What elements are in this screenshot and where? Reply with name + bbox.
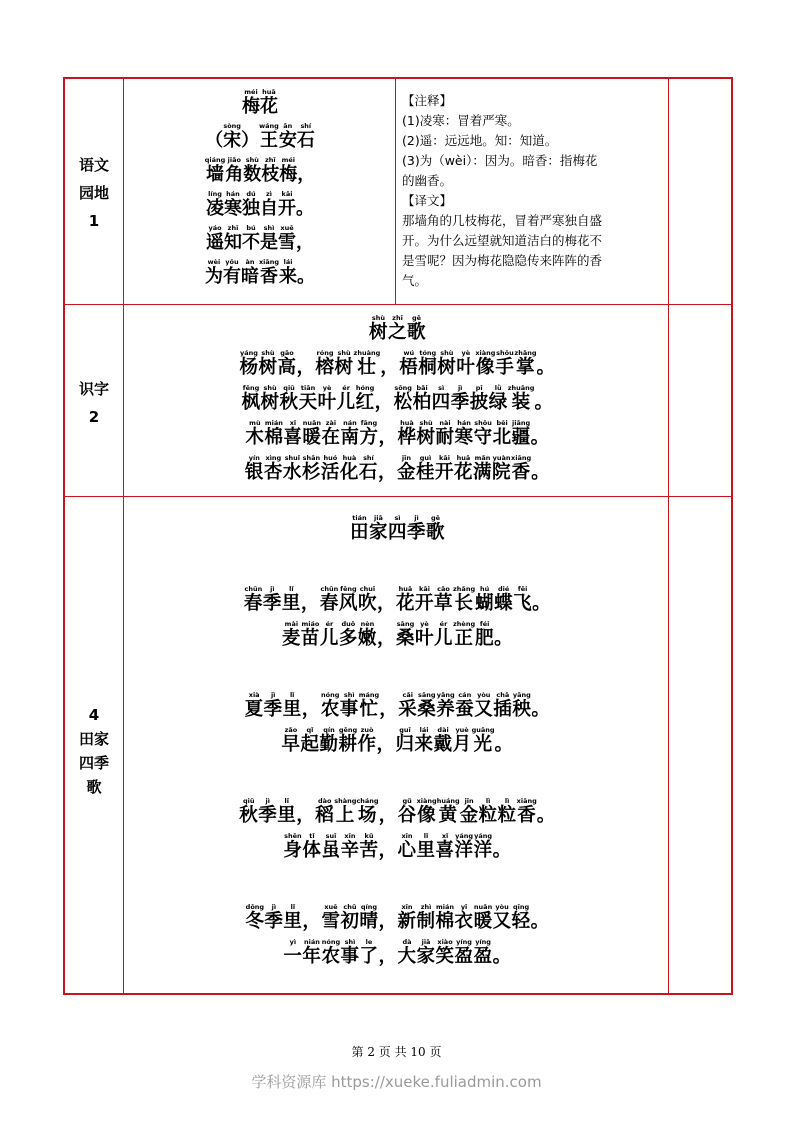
stanza bbox=[125, 798, 670, 868]
character: 体tǐ bbox=[302, 832, 322, 861]
character: 麦mài bbox=[281, 620, 301, 649]
row-divider bbox=[65, 496, 731, 497]
notes-panel bbox=[402, 91, 670, 291]
character: 不bú bbox=[242, 224, 260, 253]
character: 田tián bbox=[349, 514, 369, 543]
row-label-1 bbox=[65, 151, 123, 235]
character: 戴dài bbox=[433, 726, 453, 755]
row-label-2 bbox=[65, 375, 123, 431]
character: 歌gē bbox=[407, 314, 427, 343]
character: ， bbox=[378, 840, 398, 861]
character: 季jì bbox=[407, 514, 427, 543]
character: 在zài bbox=[321, 419, 341, 448]
character: 梅méi bbox=[279, 156, 298, 185]
row-label-line: 园地 bbox=[78, 184, 109, 202]
character: 里lǐ bbox=[282, 691, 302, 720]
poem-lines bbox=[125, 350, 670, 490]
character: 里lǐ bbox=[283, 903, 303, 932]
character: 又yòu bbox=[492, 903, 512, 932]
character: 像xiàng bbox=[416, 797, 437, 826]
note-item: (3)为（wèi）：因为。暗香：指梅花 bbox=[402, 153, 598, 168]
character: ， bbox=[376, 593, 396, 614]
character: 杨yáng bbox=[239, 349, 259, 378]
character: 起qǐ bbox=[300, 726, 320, 755]
character: 掌zhǎng bbox=[514, 349, 537, 378]
character: 桐tóng bbox=[418, 349, 438, 378]
character: 为wèi bbox=[204, 258, 223, 287]
character: 。 bbox=[492, 946, 512, 967]
character: 叶yè bbox=[414, 620, 434, 649]
character: （ bbox=[205, 130, 224, 151]
character: 叶yè bbox=[456, 349, 476, 378]
poem-line bbox=[125, 692, 670, 727]
character: 是shì bbox=[260, 224, 278, 253]
character: 化huà bbox=[339, 454, 359, 483]
poem-line bbox=[125, 586, 670, 621]
character: 冬dōng bbox=[245, 903, 265, 932]
character: 开kāi bbox=[278, 190, 296, 219]
character: 年nián bbox=[302, 938, 322, 967]
notes-heading: 【注释】 bbox=[402, 93, 453, 108]
character: 吹chuī bbox=[357, 585, 377, 614]
character: 心xīn bbox=[397, 832, 417, 861]
character: 春chūn bbox=[319, 585, 339, 614]
character: 满mǎn bbox=[473, 454, 493, 483]
character: 制zhì bbox=[416, 903, 436, 932]
character: ， bbox=[376, 628, 396, 649]
character: 花huā bbox=[454, 454, 474, 483]
row-divider bbox=[65, 304, 731, 305]
character: 金jīn bbox=[459, 797, 479, 826]
character: 洋yáng bbox=[473, 832, 493, 861]
character: 来lái bbox=[279, 258, 298, 287]
character: 儿ér bbox=[336, 384, 356, 413]
watermark: 学科资源库 https://xueke.fuliadmin.com bbox=[251, 1073, 542, 1091]
character: 新xīn bbox=[397, 903, 417, 932]
character: 养yǎng bbox=[436, 691, 456, 720]
character: ， bbox=[296, 805, 316, 826]
character: 壮zhuàng bbox=[353, 349, 381, 378]
character: 事shì bbox=[340, 938, 360, 967]
character: 开kāi bbox=[414, 585, 434, 614]
note-item: (2)遥：远远地。知：知道。 bbox=[402, 133, 558, 148]
character: 耐nài bbox=[435, 419, 455, 448]
column-divider bbox=[123, 79, 124, 993]
character: ， bbox=[297, 164, 316, 185]
character: 农nóng bbox=[321, 938, 341, 967]
character: 树shù bbox=[368, 314, 388, 343]
character: 梧wú bbox=[399, 349, 419, 378]
character: 。 bbox=[536, 805, 556, 826]
character: 苗miáo bbox=[300, 620, 320, 649]
character: 木mù bbox=[245, 419, 265, 448]
character: 遥yáo bbox=[206, 224, 224, 253]
character: 喜xǐ bbox=[435, 832, 455, 861]
character: 。 bbox=[530, 911, 550, 932]
column-divider bbox=[395, 79, 396, 304]
character: 归guī bbox=[395, 726, 415, 755]
row-label-line: 1 bbox=[88, 212, 100, 230]
character: 大dà bbox=[397, 938, 417, 967]
character: 桂guì bbox=[415, 454, 435, 483]
character: 叶yè bbox=[317, 384, 337, 413]
poem-line bbox=[125, 259, 395, 293]
character: 光guāng bbox=[471, 726, 495, 755]
character: 。 bbox=[531, 462, 551, 483]
character: 。 bbox=[492, 840, 512, 861]
character: 有yǒu bbox=[222, 258, 241, 287]
character: 又yòu bbox=[474, 691, 494, 720]
character: 盈yíng bbox=[473, 938, 493, 967]
character: 一yì bbox=[283, 938, 303, 967]
character: 衣yī bbox=[454, 903, 474, 932]
character: 蝴hú bbox=[475, 585, 495, 614]
character: 事shì bbox=[339, 691, 359, 720]
character: 喜xǐ bbox=[283, 419, 303, 448]
character: 季jì bbox=[262, 585, 282, 614]
poem-line bbox=[125, 157, 395, 191]
character: 之zhī bbox=[387, 314, 407, 343]
character: 柏bǎi bbox=[412, 384, 432, 413]
row-label-line: 四季 bbox=[78, 754, 109, 772]
note-item: (1)凌寒：冒着严寒。 bbox=[402, 113, 520, 128]
character: 王wáng bbox=[259, 122, 279, 151]
stanza bbox=[125, 904, 670, 974]
character: ， bbox=[380, 357, 400, 378]
character: 蝶dié bbox=[494, 585, 514, 614]
character: 洋yáng bbox=[454, 832, 474, 861]
character: 秧yāng bbox=[512, 691, 532, 720]
character: 儿ér bbox=[319, 620, 339, 649]
character: 墙qiáng bbox=[204, 156, 226, 185]
character: 苦kǔ bbox=[359, 832, 379, 861]
character: 。 bbox=[297, 266, 316, 287]
character: 初chū bbox=[340, 903, 360, 932]
character: 。 bbox=[494, 628, 514, 649]
character: 棉mián bbox=[264, 419, 284, 448]
poem-tree-song bbox=[125, 315, 670, 490]
character: 数shù bbox=[243, 156, 262, 185]
worksheet-table bbox=[63, 77, 733, 995]
character: 辛xīn bbox=[340, 832, 360, 861]
character: 树shù bbox=[334, 349, 354, 378]
character: ， bbox=[296, 232, 314, 253]
character: 安ān bbox=[278, 122, 297, 151]
row-label-line: 田家 bbox=[78, 730, 109, 748]
character: ， bbox=[301, 699, 321, 720]
character: 寒hán bbox=[224, 190, 242, 219]
character: ， bbox=[379, 699, 399, 720]
character: 里lǐ bbox=[277, 797, 297, 826]
row-label-3 bbox=[65, 703, 123, 799]
character: 了le bbox=[359, 938, 379, 967]
character: 场cháng bbox=[356, 797, 379, 826]
character: ， bbox=[378, 911, 398, 932]
character: 棉mián bbox=[435, 903, 455, 932]
character: 红hóng bbox=[355, 384, 375, 413]
note-item: 的幽香。 bbox=[402, 173, 453, 188]
poem-line bbox=[125, 385, 670, 420]
character: 家jiā bbox=[368, 514, 388, 543]
translation-line: 是雪呢？因为梅花隐隐传来阵阵的香 bbox=[402, 253, 603, 268]
character: 季jì bbox=[264, 903, 284, 932]
stanza bbox=[125, 586, 670, 656]
character: 装zhuāng bbox=[507, 384, 535, 413]
character: 。 bbox=[536, 357, 556, 378]
translation-line: 那墙角的几枝梅花，冒着严寒独自盛 bbox=[402, 213, 603, 228]
poem-line bbox=[125, 420, 670, 455]
character: 杏xìng bbox=[263, 454, 283, 483]
character: 金jīn bbox=[396, 454, 416, 483]
character: 银yín bbox=[244, 454, 264, 483]
character: 暗àn bbox=[240, 258, 259, 287]
row-label-line: 4 bbox=[88, 706, 100, 724]
character: 石shí bbox=[296, 122, 315, 151]
row-label-line: 歌 bbox=[86, 778, 102, 796]
page-footer: 第 2 页 共 10 页 bbox=[351, 1045, 442, 1059]
character: 手shǒu bbox=[495, 349, 515, 378]
character: 晴qíng bbox=[359, 903, 379, 932]
character: 季jì bbox=[258, 797, 278, 826]
character: 勤qín bbox=[319, 726, 339, 755]
character: 树shù bbox=[437, 349, 457, 378]
character: 榕róng bbox=[315, 349, 335, 378]
poem-lines bbox=[125, 157, 395, 293]
character: 寒hán bbox=[454, 419, 474, 448]
character: 采cǎi bbox=[398, 691, 418, 720]
character: 四sì bbox=[431, 384, 451, 413]
character: 季jì bbox=[263, 691, 283, 720]
character: 来lái bbox=[414, 726, 434, 755]
character: 春chūn bbox=[243, 585, 263, 614]
poem-line bbox=[125, 833, 670, 868]
character: 粒lì bbox=[478, 797, 498, 826]
poem-line bbox=[125, 350, 670, 385]
character: ） bbox=[241, 130, 260, 151]
character: 宋sòng bbox=[223, 122, 242, 151]
poem-line bbox=[125, 904, 670, 939]
character: 天tiān bbox=[298, 384, 318, 413]
character: 风fēng bbox=[338, 585, 358, 614]
character: 里lǐ bbox=[281, 585, 301, 614]
character: 季jì bbox=[450, 384, 470, 413]
character: ， bbox=[377, 462, 397, 483]
character: ， bbox=[378, 427, 398, 448]
character: 黄huáng bbox=[436, 797, 460, 826]
poem-four-seasons bbox=[125, 515, 670, 1010]
character: 秋qiū bbox=[239, 797, 259, 826]
character: 雪xuě bbox=[321, 903, 341, 932]
character: 桑sāng bbox=[395, 620, 415, 649]
character: 里lǐ bbox=[416, 832, 436, 861]
character: 独dú bbox=[242, 190, 260, 219]
translation-line: 气。 bbox=[402, 273, 428, 288]
character: 儿ér bbox=[433, 620, 453, 649]
character: 多duō bbox=[338, 620, 358, 649]
character: 身shēn bbox=[283, 832, 303, 861]
poem-title bbox=[125, 315, 670, 350]
character: 绿lǜ bbox=[488, 384, 508, 413]
character: 花huā bbox=[395, 585, 415, 614]
poem-title bbox=[125, 89, 395, 123]
character: 草cǎo bbox=[434, 585, 454, 614]
character: 粒lì bbox=[497, 797, 517, 826]
character: ， bbox=[300, 593, 320, 614]
character: 夏xià bbox=[244, 691, 264, 720]
character: 杉shān bbox=[301, 454, 321, 483]
poem-plum-blossom bbox=[125, 89, 395, 293]
character: 早zǎo bbox=[281, 726, 301, 755]
row-label-line: 2 bbox=[88, 408, 100, 426]
character: 枝zhī bbox=[261, 156, 280, 185]
character: 自zì bbox=[260, 190, 278, 219]
character: 知zhī bbox=[224, 224, 242, 253]
character: 雪xuě bbox=[278, 224, 296, 253]
character: 飞fēi bbox=[513, 585, 533, 614]
character: 虽suī bbox=[321, 832, 341, 861]
character: 北běi bbox=[492, 419, 512, 448]
character: 轻qīng bbox=[511, 903, 531, 932]
character: 南nán bbox=[340, 419, 360, 448]
character: 树shù bbox=[416, 419, 436, 448]
character: 暖nuǎn bbox=[302, 419, 322, 448]
character: 桦huà bbox=[397, 419, 417, 448]
character: 笑xiào bbox=[435, 938, 455, 967]
character: 插chā bbox=[493, 691, 513, 720]
character: 像xiàng bbox=[475, 349, 496, 378]
character: 桑sāng bbox=[417, 691, 437, 720]
poem-line bbox=[125, 621, 670, 656]
character: 花huā bbox=[260, 88, 278, 117]
character: 农nóng bbox=[320, 691, 340, 720]
poem-author bbox=[125, 123, 395, 157]
character: 稻dào bbox=[315, 797, 335, 826]
character: 。 bbox=[494, 734, 514, 755]
translation-line: 开。为什么远望就知道洁白的梅花不 bbox=[402, 233, 603, 248]
character: 蚕cán bbox=[455, 691, 475, 720]
character: 上shàng bbox=[334, 797, 357, 826]
character: 。 bbox=[530, 427, 550, 448]
character: 耕gēng bbox=[338, 726, 358, 755]
character: 凌líng bbox=[206, 190, 224, 219]
character: 嫩nèn bbox=[357, 620, 377, 649]
character: 松sōng bbox=[393, 384, 413, 413]
character: 活huó bbox=[320, 454, 340, 483]
character: 。 bbox=[532, 593, 552, 614]
poem-line bbox=[125, 939, 670, 974]
poem-line bbox=[125, 798, 670, 833]
character: 肥féi bbox=[475, 620, 495, 649]
character: 石shí bbox=[358, 454, 378, 483]
character: 开kāi bbox=[434, 454, 454, 483]
character: 歌gē bbox=[426, 514, 446, 543]
character: 水shuǐ bbox=[282, 454, 302, 483]
character: 方fāng bbox=[359, 419, 379, 448]
character: 家jiā bbox=[416, 938, 436, 967]
character: 盈yíng bbox=[454, 938, 474, 967]
poem-line bbox=[125, 225, 395, 259]
translation-heading: 【译文】 bbox=[402, 193, 453, 208]
character: 香xiāng bbox=[258, 258, 280, 287]
character: 树shù bbox=[260, 384, 280, 413]
character: 香xiāng bbox=[516, 797, 537, 826]
character: 。 bbox=[296, 198, 314, 219]
character: 高gāo bbox=[277, 349, 297, 378]
character: 守shǒu bbox=[473, 419, 493, 448]
character: 疆jiāng bbox=[511, 419, 531, 448]
character: 作zuò bbox=[357, 726, 377, 755]
character: ， bbox=[374, 392, 394, 413]
character: 暖nuǎn bbox=[473, 903, 493, 932]
character: ， bbox=[302, 911, 322, 932]
character: 枫fēng bbox=[241, 384, 261, 413]
character: 月yuè bbox=[452, 726, 472, 755]
row-label-line: 识字 bbox=[78, 380, 109, 398]
poem-stanzas bbox=[125, 586, 670, 974]
character: ， bbox=[378, 946, 398, 967]
row-label-line: 语文 bbox=[78, 156, 109, 174]
poem-line bbox=[125, 727, 670, 762]
character: ， bbox=[376, 734, 396, 755]
character: ， bbox=[296, 357, 316, 378]
character: 。 bbox=[534, 392, 554, 413]
character: 。 bbox=[531, 699, 551, 720]
character: 角jiǎo bbox=[225, 156, 244, 185]
poem-line bbox=[125, 455, 670, 490]
character: 披pī bbox=[469, 384, 489, 413]
character: 四sì bbox=[387, 514, 407, 543]
character: 树shù bbox=[258, 349, 278, 378]
character: 秋qiū bbox=[279, 384, 299, 413]
character: 正zhèng bbox=[453, 620, 476, 649]
poem-title bbox=[125, 515, 670, 550]
poem-line bbox=[125, 191, 395, 225]
character: 院yuàn bbox=[492, 454, 512, 483]
stanza bbox=[125, 692, 670, 762]
character: 长zhǎng bbox=[453, 585, 476, 614]
character: 香xiāng bbox=[511, 454, 532, 483]
character: 梅méi bbox=[242, 88, 260, 117]
character: ， bbox=[378, 805, 398, 826]
character: 谷gǔ bbox=[397, 797, 417, 826]
character: 忙máng bbox=[358, 691, 380, 720]
